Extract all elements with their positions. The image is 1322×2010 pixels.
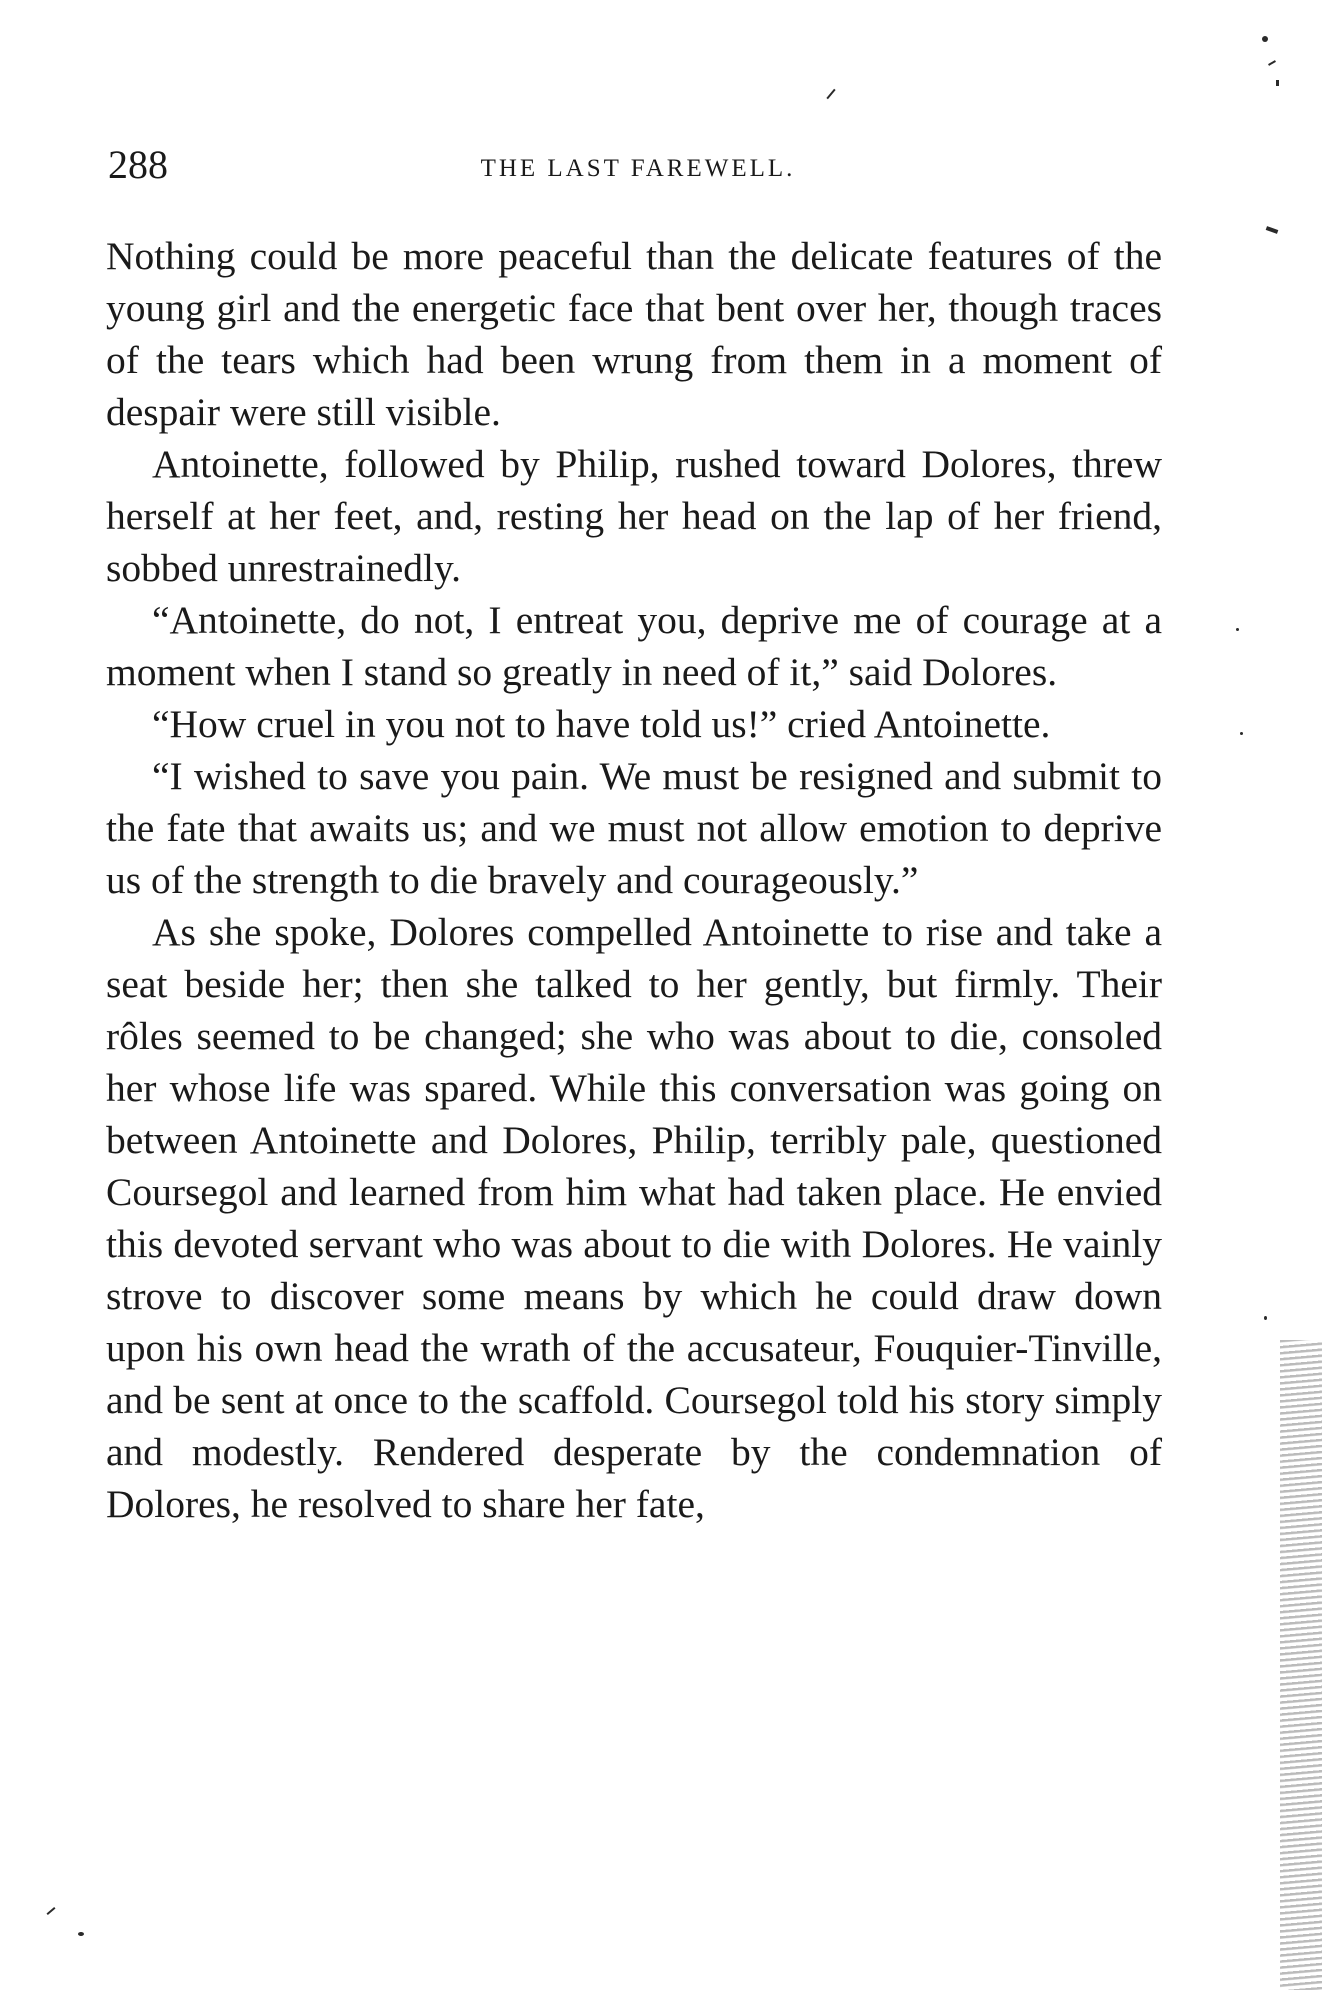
page-number: 288 [108,142,168,187]
scan-speck [1236,628,1239,631]
page-header [108,140,1168,190]
scan-speck [78,1932,84,1936]
scan-speck [1276,80,1279,86]
scan-speck [1268,60,1276,66]
scan-speck [1264,1316,1267,1320]
scan-speck [1266,226,1279,234]
paragraph-5: “I wished to save you pain. We must be resigned and submit to the fate that awaits us; and we must not allow emotion to deprive us of the strength to die bravely and courageously.” [106,754,1162,902]
paragraph-2: Antoinette, followed by Philip, rushed toward Dolores, threw herself at her feet, and, resting her head on the lap of her friend, sobbed unrestrainedly. [106,442,1162,590]
paragraph-3: “Antoinette, do not, I entreat you, deprive me of courage at a moment when I stand so greatly in need of it,” said Dolores. [106,598,1162,694]
scan-speck [1240,732,1243,735]
running-title: THE LAST FAREWELL. [480,155,796,182]
scan-speck [826,89,835,99]
paragraph-1: Nothing could be more peaceful than the delicate features of the young girl and the energetic face that bent over her, though traces of the tears which had been wrung from them in a moment of despair were still visible. [106,234,1162,434]
body-text [106,230,1162,1530]
paragraph-6: As she spoke, Dolores compelled Antoinette to rise and take a seat beside her; then she talked to her gently, but firmly. Their rôles seemed to be changed; she who was about to die, consoled her whose life was spared. While this conversation was going on between Antoinette and Dolores, Philip, terribly pale, questioned Coursegol and learned from him what had taken place. He envied this devoted servant who was about to die with Dolores. He vainly strove to discover some means by which he could draw down upon his own head the wrath of the accusateur, Fouquier-Tinville, and be sent at once to the scaffold. Coursegol told his story simply and modestly. Rendered desperate by the condemnation of Dolores, he resolved to share her fate, [106,910,1162,1526]
scan-speck [47,1907,56,1915]
page-edge-shadow [1280,1340,1322,1990]
scan-speck [1262,36,1268,42]
paragraph-4: “How cruel in you not to have told us!” cried Antoinette. [152,702,1051,746]
